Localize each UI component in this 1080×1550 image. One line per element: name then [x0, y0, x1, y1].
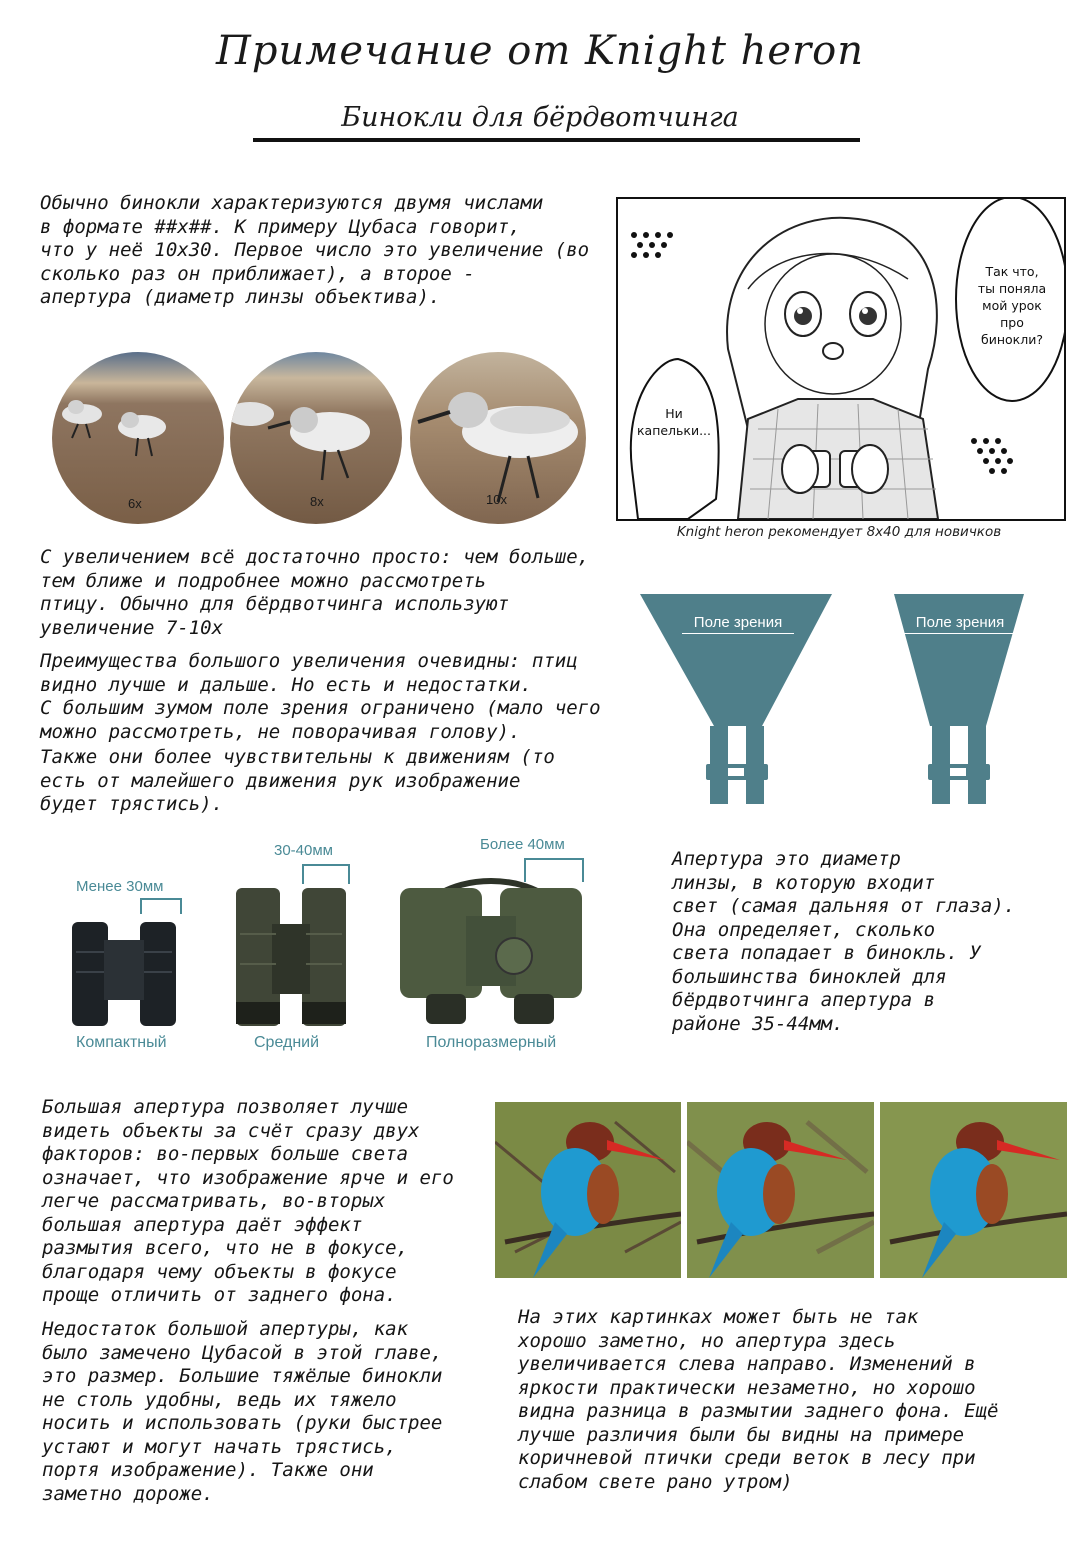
mid-binocular-photo [232, 884, 350, 1030]
manga-girl-illustration [618, 199, 1064, 519]
kingfisher-photo-strip [495, 1102, 1067, 1278]
magnification-label-8x: 8x [310, 494, 324, 509]
full-size-label: Полноразмерный [426, 1034, 557, 1051]
title-underline [253, 138, 860, 142]
full-range-label: Более 40мм [480, 836, 565, 853]
kingfisher-photo-small-aperture [495, 1102, 681, 1278]
full-size-binocular-photo [396, 876, 586, 1030]
speech-bubble-question: Так что, ты поняла мой урок про бинокли? [977, 264, 1047, 347]
mid-range-label: 30-40мм [274, 842, 333, 859]
aperture-paragraph: Апертура это диаметр линзы, в которую входит свет (самая дальняя от глаза). Она определяет, сколько света попадает в бинокль. У большинства биноклей для бёрдвотчинга апертура в районе 35-44мм. [672, 848, 1016, 1035]
magnification-label-10x: 10x [486, 492, 507, 507]
field-of-view-wide [636, 592, 836, 812]
manga-panel [616, 197, 1066, 521]
intro-paragraph: Обычно бинокли характеризуются двумя числами в формате ##x##. К примеру Цубаса говорит, что у неё 10x30. Первое число это увеличение (во сколько раз он приближает), а второе - апертура (диаметр линзы объектива). [40, 192, 590, 308]
page-subtitle: Бинокли для бёрдвотчинга [341, 102, 739, 133]
magnification-label-6x: 6x [128, 496, 142, 511]
mid-label: Средний [254, 1034, 320, 1051]
magnification-paragraph-3: Также они более чувствительны к движениям (то есть от малейшего движения рук изображение будет трястись). [40, 746, 555, 815]
kingfisher-photo-large-aperture [880, 1102, 1067, 1278]
kingfisher-photo-mid-aperture [687, 1102, 874, 1278]
kingfisher-paragraph: На этих картинках может быть не так хорошо заметно, но апертура здесь увеличивается слева направо. Изменений в яркости практически незаметно, но хорошо видна разница в размытии заднего фона. Ещё лучше различия были бы видны на примере коричневой птички среди веток в лесу при слабом свете рано утром) [518, 1306, 999, 1493]
compact-range-label: Менее 30мм [76, 878, 164, 895]
fov-wide-label: Поле зрения [682, 614, 794, 634]
speech-bubble-answer: Ни капельки... [636, 406, 712, 438]
mid-range-bracket [302, 864, 350, 884]
fov-narrow-label: Поле зрения [904, 614, 1016, 634]
large-aperture-paragraph-2: Недостаток большой апертуры, как было замечено Цубасой в этой главе, это размер. Большие тяжёлые бинокли не столь удобны, ведь их тяжело носить и использовать (руки быстрее устают и могут начать трястись, портя изображение). Также они заметно дороже. [42, 1318, 443, 1505]
large-aperture-paragraph-1: Большая апертура позволяет лучше видеть объекты за счёт сразу двух факторов: во-первых больше света означает, что изображение ярче и его легче рассматривать, во-вторых большая апертура даёт эффект размытия всего, что не в фокусе, благодаря чему объекты в фокусе проще отличить от заднего фона. [42, 1096, 454, 1306]
compact-label: Компактный [76, 1034, 167, 1051]
page-title: Примечание от Knight heron [215, 28, 865, 74]
magnification-paragraph-2: Преимущества большого увеличения очевидны: птиц видно лучше и дальше. Но есть и недостатки. С большим зумом поле зрения ограничено (мало чего можно рассмотреть, не поворачивая голову). [40, 650, 601, 743]
manga-caption: Knight heron рекомендует 8x40 для новичков [676, 524, 1002, 540]
magnification-paragraph-1: С увеличением всё достаточно просто: чем больше, тем ближе и подробнее можно рассмотреть птицу. Обычно для бёрдвотчинга используют увеличение 7-10x [40, 546, 590, 639]
field-of-view-narrow [892, 592, 1028, 812]
compact-binocular-photo [64, 912, 184, 1032]
